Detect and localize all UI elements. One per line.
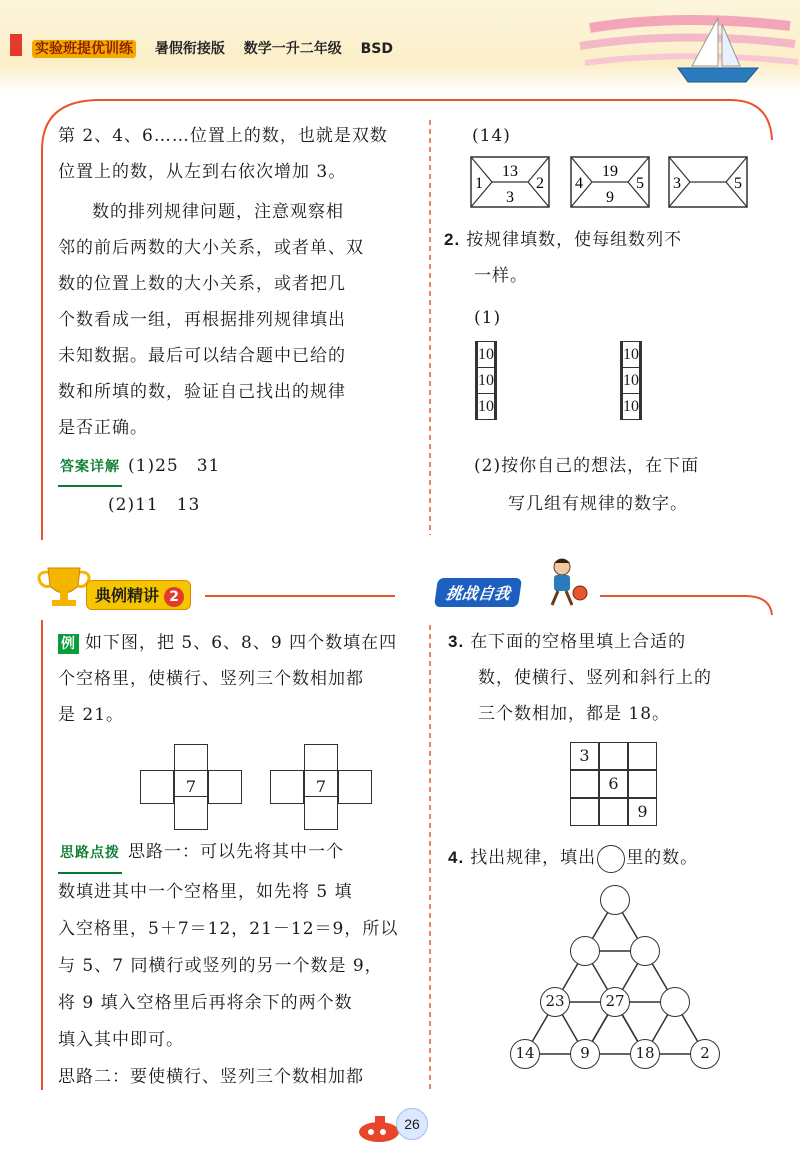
grid-cell-ten: 10 — [478, 342, 495, 368]
q2-sub-1: (1) — [474, 308, 502, 328]
envelope-3-left: 3 — [673, 175, 681, 192]
circle-symbol-icon — [597, 845, 625, 873]
envelope-1 — [470, 156, 550, 208]
envelope-3-right: 5 — [734, 175, 742, 192]
envelope-1-left: 1 — [475, 175, 483, 192]
q2-sub2-block — [474, 448, 794, 522]
rule-line-1: 第 2、4、6……位置上的数，也就是双数 — [58, 126, 388, 146]
left-top-text — [58, 118, 428, 523]
q4-post: 里的数。 — [626, 848, 699, 868]
answer-1: (1)25 31 — [128, 456, 221, 476]
envelope-2 — [570, 156, 650, 208]
q4-block — [448, 840, 778, 876]
triangle-node: 27 — [600, 987, 630, 1017]
example-line-1: 如下图，把 5、6、8、9 四个数填在四 — [85, 633, 398, 653]
challenge-title-box — [434, 578, 522, 607]
q2-sub2-line-1: (2)按你自己的想法，在下面 — [474, 456, 700, 476]
triangle-node[interactable] — [630, 936, 660, 966]
rule-line-2: 位置上的数，从左到右依次增加 3。 — [58, 162, 347, 182]
magic-cell-3[interactable] — [628, 742, 657, 770]
challenge-title: 挑战自我 — [444, 584, 512, 603]
magic-cell-8[interactable] — [599, 798, 628, 826]
tip-line-6: 数和所填的数，验证自己找出的规律 — [58, 382, 346, 402]
triangle-node[interactable] — [570, 936, 600, 966]
q3-line-3: 三个数相加，都是 18。 — [478, 704, 671, 724]
basketball-boy-icon — [538, 555, 598, 615]
tip-line-2: 邻的前后两数的大小关系，或者单、双 — [58, 238, 364, 258]
hint-text — [58, 834, 430, 1096]
publisher-code: BSD — [360, 41, 393, 57]
grid-cell-ten: 10 — [623, 342, 640, 368]
triangle-node: 2 — [690, 1039, 720, 1069]
cross-cell[interactable] — [140, 770, 174, 804]
example-text — [58, 625, 430, 733]
envelope-1-right: 2 — [536, 175, 544, 192]
grid-cell[interactable] — [496, 342, 497, 368]
cross-cell[interactable] — [208, 770, 242, 804]
example-line-3: 是 21。 — [58, 705, 125, 725]
cross-cell[interactable] — [270, 770, 304, 804]
q3-number: 3. — [448, 632, 465, 651]
grid-cell[interactable] — [496, 394, 497, 420]
envelope-2-top: 19 — [602, 163, 618, 180]
cross-cell[interactable] — [338, 770, 372, 804]
cross-cell-center: 7 — [304, 770, 338, 804]
subject-name: 数学一升二年级 — [243, 41, 342, 57]
cross-cell[interactable] — [174, 796, 208, 830]
triangle-node: 9 — [570, 1039, 600, 1069]
example-title: 典例精讲 — [95, 586, 160, 605]
envelope-2-left: 4 — [575, 175, 583, 192]
triangle-node: 14 — [510, 1039, 540, 1069]
edition-name: 暑假衔接版 — [154, 41, 225, 57]
envelope-1-top: 13 — [502, 163, 518, 180]
cross-cell-center: 7 — [174, 770, 208, 804]
example-line-2: 个空格里，使横行、竖列三个数相加都 — [58, 669, 364, 689]
grid-cell[interactable] — [641, 394, 642, 420]
magic-square — [570, 742, 657, 826]
hint-line-7: 思路二：要使横行、竖列三个数相加都 — [58, 1067, 364, 1087]
magic-cell-7[interactable] — [570, 798, 599, 826]
example-title-box — [86, 580, 191, 610]
grid-cell[interactable] — [641, 368, 642, 394]
cross-grid-2 — [270, 744, 372, 846]
page-number: 26 — [396, 1108, 428, 1140]
grid-cell-ten: 10 — [478, 394, 495, 420]
q2-line-1: 按规律填数，使每组数列不 — [466, 230, 683, 250]
hint-line-2: 数填进其中一个空格里，如先将 5 填 — [58, 882, 353, 902]
tip-line-1: 数的排列规律问题，注意观察相 — [92, 202, 344, 222]
grid-cell-ten: 10 — [623, 394, 640, 420]
hint-label: 思路点拨 — [58, 835, 122, 874]
grid-cell[interactable] — [641, 342, 642, 368]
grid-cell-ten: 10 — [478, 368, 495, 394]
tip-line-5: 未知数据。最后可以结合题中已给的 — [58, 346, 346, 366]
envelope-2-bottom: 9 — [606, 189, 614, 206]
hint-line-5: 将 9 填入空格里后再将余下的两个数 — [58, 993, 353, 1013]
sequence-grid-right — [620, 341, 642, 420]
hint-line-6: 填入其中即可。 — [58, 1030, 184, 1050]
tip-line-3: 数的位置上数的大小关系，或者把几 — [58, 274, 346, 294]
magic-cell-9: 9 — [628, 798, 657, 826]
q4-pre: 找出规律，填出 — [470, 848, 597, 868]
triangle-node[interactable] — [660, 987, 690, 1017]
hint-line-3: 入空格里，5＋7＝12，21－12＝9，所以 — [58, 919, 399, 939]
grid-cell-ten: 10 — [623, 368, 640, 394]
answer-2: (2)11 13 — [108, 495, 201, 515]
triangle-node: 23 — [540, 987, 570, 1017]
q2-sub2-line-2: 写几组有规律的数字。 — [508, 494, 688, 514]
tip-line-7: 是否正确。 — [58, 418, 148, 438]
trophy-icon — [34, 562, 94, 612]
q2-number: 2. — [444, 230, 461, 249]
triangle-node-top[interactable] — [600, 885, 630, 915]
magic-cell-1: 3 — [570, 742, 599, 770]
hint-line-1: 思路一：可以先将其中一个 — [128, 842, 344, 862]
example-label: 例 — [58, 634, 79, 654]
triangle-node: 18 — [630, 1039, 660, 1069]
q2-line-2: 一样。 — [474, 266, 528, 286]
q3-block — [448, 624, 778, 732]
cross-cell[interactable] — [304, 796, 338, 830]
series-name: 实验班提优训练 — [32, 40, 136, 58]
answer-row-1 — [58, 448, 428, 487]
magic-cell-2[interactable] — [599, 742, 628, 770]
envelope-3 — [668, 156, 748, 208]
magic-cell-6[interactable] — [628, 770, 657, 798]
q2-block — [444, 222, 774, 336]
tip-line-4: 个数看成一组，再根据排列规律填出 — [58, 310, 346, 330]
magic-cell-4[interactable] — [570, 770, 599, 798]
grid-cell[interactable] — [496, 368, 497, 394]
q3-line-1: 在下面的空格里填上合适的 — [470, 632, 687, 652]
envelope-2-right: 5 — [636, 175, 644, 192]
answer-label: 答案详解 — [58, 449, 122, 487]
triangle-puzzle — [510, 885, 736, 1069]
envelope-1-bottom: 3 — [506, 189, 514, 206]
cross-grid-1 — [140, 744, 242, 846]
q3-line-2: 数，使横行、竖列和斜行上的 — [478, 668, 712, 688]
envelope-row — [470, 156, 780, 212]
q4-number: 4. — [448, 848, 465, 867]
sequence-grid-left — [475, 341, 497, 420]
magic-cell-5: 6 — [599, 770, 628, 798]
example-badge: 2 — [164, 587, 184, 607]
q14-label: (14) — [472, 126, 511, 146]
hint-line-4: 与 5、7 同横行或竖列的另一个数是 9， — [58, 956, 383, 976]
